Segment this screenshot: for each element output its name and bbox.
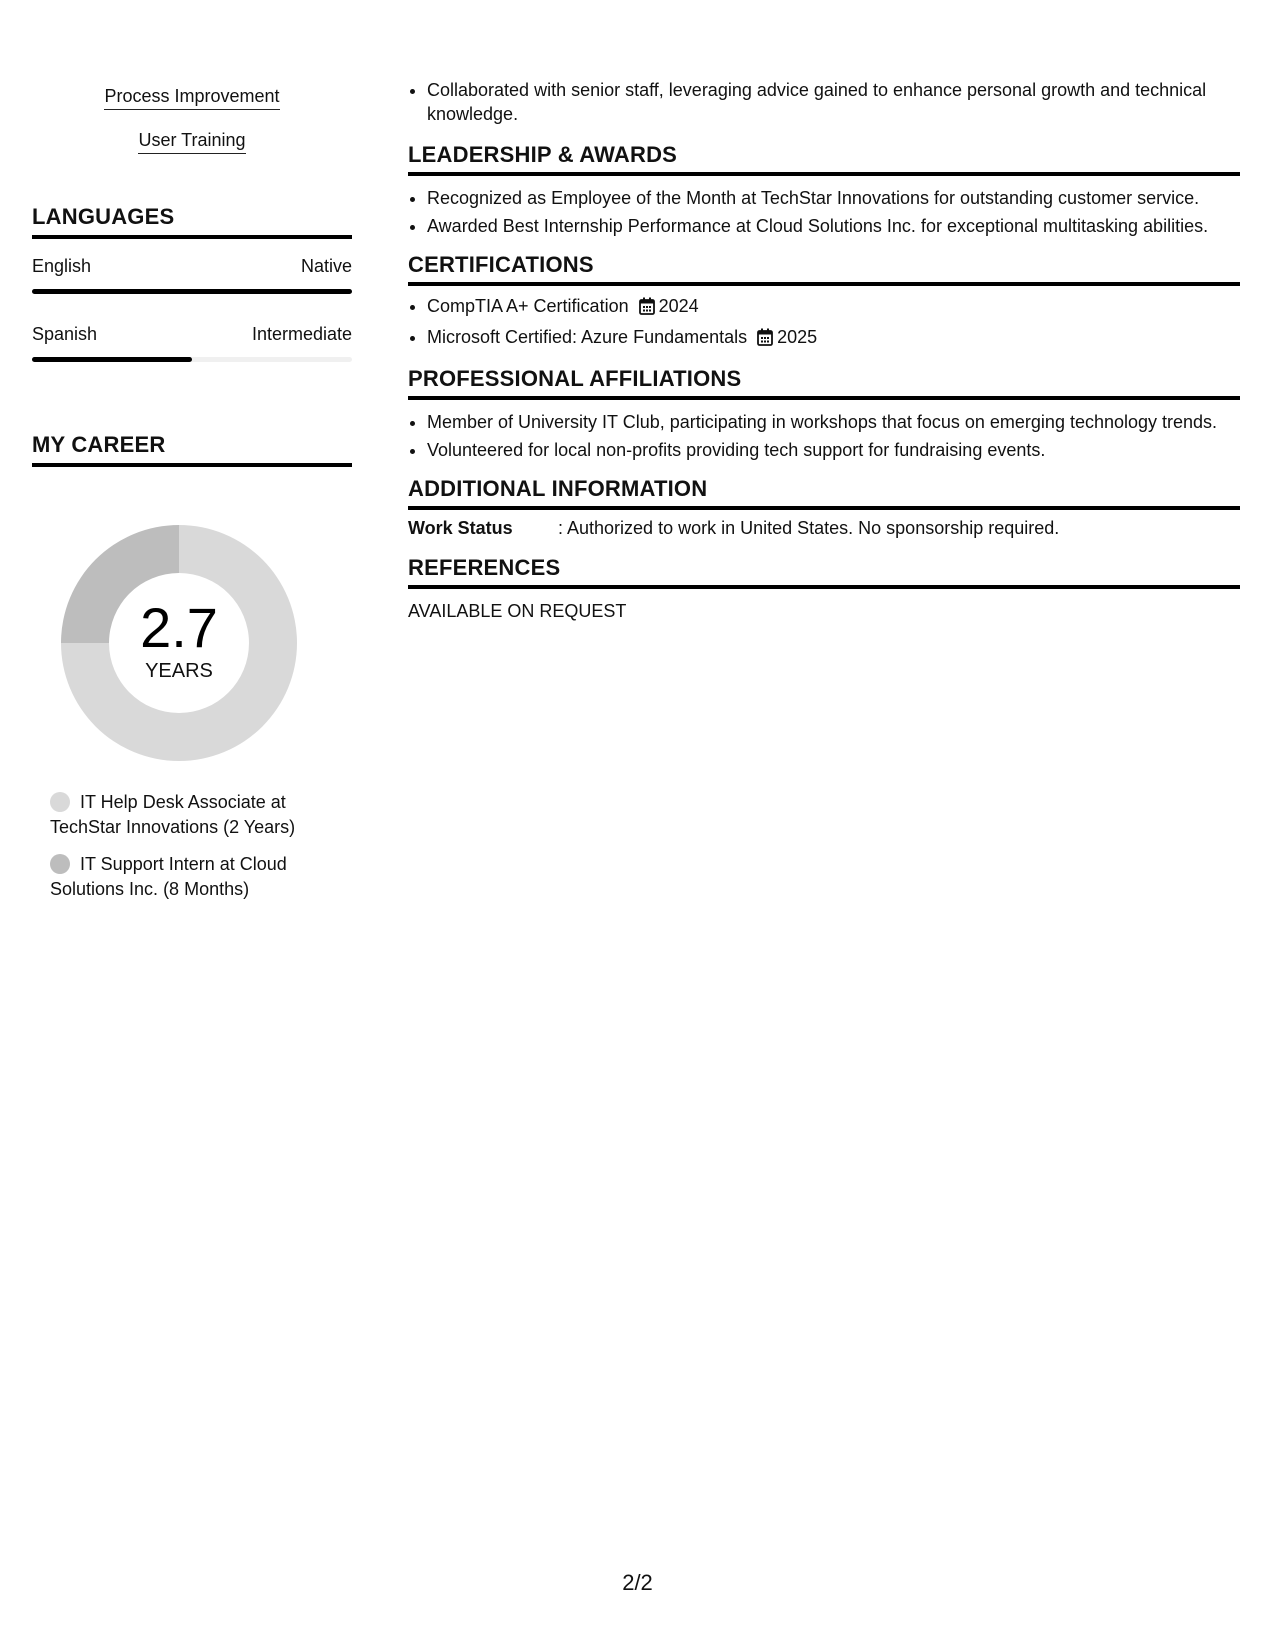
- leadership-item: • Recognized as Employee of the Month at TechStar Innovations for outstanding customer service.: [427, 186, 1240, 210]
- language-level: Intermediate: [251, 324, 352, 344]
- certification-year: 2025: [777, 327, 818, 347]
- career-unit: YEARS: [145, 659, 213, 682]
- page-number: 2/2: [622, 1570, 653, 1595]
- certification-name: CompTIA A+ Certification: [427, 296, 629, 316]
- certifications-section: [408, 252, 1240, 352]
- experience-bullets: [408, 78, 1240, 126]
- references-heading: REFERENCES: [408, 555, 1240, 589]
- affiliation-item: • Volunteered for local non-profits providing tech support for fundraising events.: [427, 438, 1240, 462]
- languages-section: [32, 204, 352, 239]
- work-status-key: Work Status: [408, 518, 513, 538]
- language-name: English: [32, 256, 92, 276]
- language-proficiency-fill: [32, 357, 192, 362]
- affiliations-section: [408, 366, 1240, 462]
- legend-dot: [50, 854, 70, 874]
- calendar-icon: [639, 297, 655, 321]
- certifications-heading: CERTIFICATIONS: [408, 252, 1240, 286]
- skill-item: [32, 86, 352, 110]
- certification-item: [427, 325, 1240, 352]
- career-legend-item: [50, 790, 320, 840]
- certification-name: Microsoft Certified: Azure Fundamentals: [427, 327, 748, 347]
- career-total: 2.7: [140, 595, 218, 659]
- leadership-heading: LEADERSHIP & AWARDS: [408, 142, 1240, 176]
- career-heading: MY CAREER: [32, 432, 352, 467]
- certification-year: 2024: [658, 296, 699, 316]
- right-column: [408, 78, 1240, 622]
- career-donut-chart: [56, 520, 302, 766]
- additional-info-section: [408, 476, 1240, 539]
- languages-heading: LANGUAGES: [32, 204, 352, 239]
- leadership-item: • Awarded Best Internship Performance at Cloud Solutions Inc. for exceptional multitasking abilities.: [427, 214, 1240, 238]
- legend-label: IT Support Intern at Cloud Solutions Inc. (8 Months): [50, 854, 287, 899]
- language-proficiency-bar: [32, 357, 352, 362]
- skill-label: User Training: [138, 130, 245, 154]
- legend-dot: [50, 792, 70, 812]
- skill-label: Process Improvement: [104, 86, 279, 110]
- experience-bullet: • Collaborated with senior staff, leveraging advice gained to enhance personal growth and technical knowledge.: [427, 78, 1240, 126]
- legend-label: IT Help Desk Associate at TechStar Innovations (2 Years): [50, 792, 296, 837]
- references-section: [408, 555, 1240, 622]
- language-name: Spanish: [32, 324, 98, 344]
- language-row: [32, 256, 352, 294]
- references-text: AVAILABLE ON REQUEST: [408, 601, 627, 621]
- certification-item: [427, 294, 1240, 321]
- additional-info-heading: ADDITIONAL INFORMATION: [408, 476, 1240, 510]
- career-section: [32, 432, 352, 467]
- work-status-row: [408, 518, 1240, 539]
- language-proficiency-bar: [32, 289, 352, 294]
- work-status-value: : Authorized to work in United States. No sponsorship required.: [558, 518, 1060, 538]
- language-proficiency-fill: [32, 289, 352, 294]
- language-row: [32, 324, 352, 362]
- career-legend-item: [50, 852, 320, 902]
- leadership-section: [408, 142, 1240, 238]
- language-level: Native: [300, 256, 352, 276]
- affiliations-heading: PROFESSIONAL AFFILIATIONS: [408, 366, 1240, 400]
- affiliation-item: • Member of University IT Club, participating in workshops that focus on emerging technology trends.: [427, 410, 1240, 434]
- calendar-icon: [757, 328, 773, 352]
- skill-item: [32, 130, 352, 154]
